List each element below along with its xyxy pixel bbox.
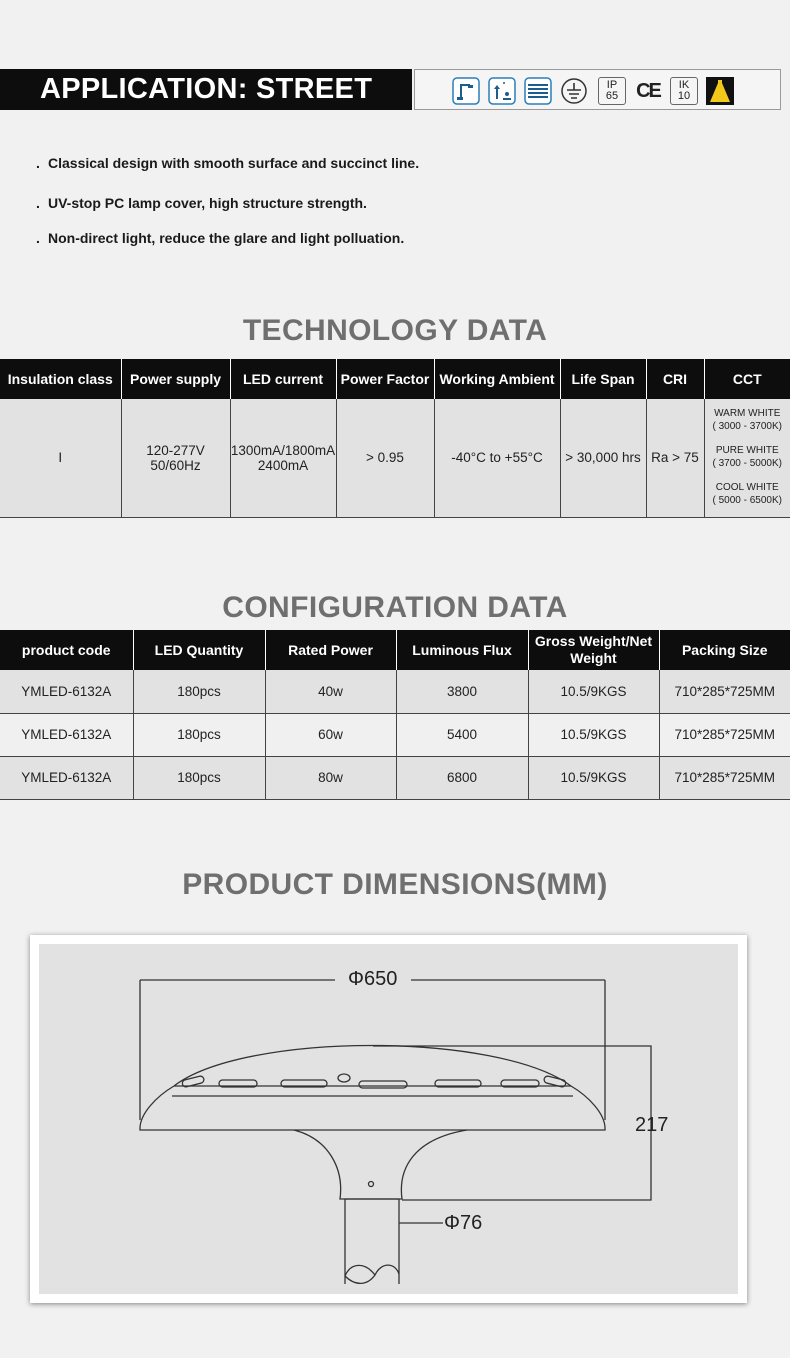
power-supply-voltage: 120-277V xyxy=(146,442,205,458)
ce-mark-icon: CE xyxy=(636,79,660,102)
header-packing-size: Packing Size xyxy=(659,630,790,670)
life-span-value: > 30,000 hrs xyxy=(560,399,646,517)
product-code-cell: YMLED-6132A xyxy=(0,756,133,799)
table-row xyxy=(0,670,790,713)
led-current-line-1: 1300mA/1800mA xyxy=(230,442,336,458)
header-luminous-flux: Luminous Flux xyxy=(396,630,528,670)
application-banner xyxy=(0,69,412,110)
garden-lamp-icon xyxy=(488,77,516,105)
led-quantity-cell: 180pcs xyxy=(133,670,265,713)
header-led-quantity: LED Quantity xyxy=(133,630,265,670)
dimension-drawing-frame xyxy=(30,935,747,1303)
diameter-label: Φ650 xyxy=(348,968,398,990)
technology-table xyxy=(0,359,790,518)
table-row xyxy=(0,713,790,756)
ip65-bottom-text: 65 xyxy=(605,90,619,102)
working-ambient-value: -40°C to +55°C xyxy=(434,399,560,517)
pole-diameter-label: Φ76 xyxy=(444,1212,483,1234)
led-quantity-cell: 180pcs xyxy=(133,756,265,799)
header-weight: Gross Weight/Net Weight xyxy=(528,630,659,670)
bullet-mark: . xyxy=(36,230,40,246)
packing-size-cell: 710*285*725MM xyxy=(659,756,790,799)
height-label: 217 xyxy=(635,1114,669,1136)
cri-value: Ra > 75 xyxy=(646,399,704,517)
header-working-ambient: Working Ambient xyxy=(434,359,560,399)
product-code-cell: YMLED-6132A xyxy=(0,713,133,756)
application-title: APPLICATION: STREET xyxy=(40,73,373,105)
header-power-supply: Power supply xyxy=(121,359,230,399)
rated-power-cell: 40w xyxy=(265,670,396,713)
table-header-row xyxy=(0,359,790,399)
ik10-top-text: IK xyxy=(678,79,690,91)
led-quantity-cell: 180pcs xyxy=(133,713,265,756)
ground-earth-icon xyxy=(560,77,588,105)
dimensions-section-title: PRODUCT DIMENSIONS(MM) xyxy=(182,868,608,901)
feature-text: Classical design with smooth surface and succinct line. xyxy=(48,155,420,171)
feature-text: Non-direct light, reduce the glare and light polluation. xyxy=(48,230,405,246)
led-current-value xyxy=(230,399,336,517)
cct-warm-name: WARM WHITE xyxy=(714,408,781,420)
header-led-current: LED current xyxy=(230,359,336,399)
ip65-icon xyxy=(598,77,626,105)
configuration-table xyxy=(0,630,790,800)
certification-icon-strip xyxy=(414,69,781,110)
cct-value xyxy=(704,399,790,517)
cct-pure-name: PURE WHITE xyxy=(715,445,779,457)
ik10-icon xyxy=(670,77,698,105)
weight-cell: 10.5/9KGS xyxy=(528,756,659,799)
power-factor-value: > 0.95 xyxy=(336,399,434,517)
insulation-class-value: I xyxy=(0,399,121,517)
luminous-flux-cell: 3800 xyxy=(396,670,528,713)
technology-section-title: TECHNOLOGY DATA xyxy=(242,314,548,347)
power-supply-frequency: 50/60Hz xyxy=(150,457,201,473)
street-pole-icon xyxy=(452,77,480,105)
solar-panel-icon xyxy=(524,77,552,105)
packing-size-cell: 710*285*725MM xyxy=(659,670,790,713)
header-product-code: product code xyxy=(0,630,133,670)
weight-cell: 10.5/9KGS xyxy=(528,713,659,756)
ip65-top-text: IP xyxy=(606,79,618,91)
header-cct: CCT xyxy=(704,359,790,399)
power-supply-value xyxy=(121,399,230,517)
header-power-factor: Power Factor xyxy=(336,359,434,399)
configuration-section-title: CONFIGURATION DATA xyxy=(222,591,568,624)
bullet-mark: . xyxy=(36,195,40,211)
feature-bullet xyxy=(36,155,419,171)
cct-warm-range: ( 3000 - 3700K) xyxy=(712,420,782,432)
bullet-mark: . xyxy=(36,155,40,171)
feature-bullet xyxy=(36,230,404,246)
cct-pure-range: ( 3700 - 5000K) xyxy=(712,457,782,469)
led-current-line-2: 2400mA xyxy=(257,457,309,473)
header-insulation-class: Insulation class xyxy=(0,359,121,399)
luminous-flux-cell: 5400 xyxy=(396,713,528,756)
dimension-drawing xyxy=(39,944,738,1294)
cct-cool-range: ( 5000 - 6500K) xyxy=(712,494,782,506)
feature-text: UV-stop PC lamp cover, high structure strength. xyxy=(48,195,367,211)
rated-power-cell: 80w xyxy=(265,756,396,799)
table-row xyxy=(0,399,790,517)
table-header-row xyxy=(0,630,790,670)
cone-light-icon xyxy=(706,77,734,105)
product-code-cell: YMLED-6132A xyxy=(0,670,133,713)
header-cri: CRI xyxy=(646,359,704,399)
luminous-flux-cell: 6800 xyxy=(396,756,528,799)
weight-cell: 10.5/9KGS xyxy=(528,670,659,713)
ik10-bottom-text: 10 xyxy=(677,90,691,102)
cct-cool-name: COOL WHITE xyxy=(715,482,779,494)
rated-power-cell: 60w xyxy=(265,713,396,756)
lamp-outline-drawing xyxy=(39,944,738,1294)
header-life-span: Life Span xyxy=(560,359,646,399)
table-row xyxy=(0,756,790,799)
packing-size-cell: 710*285*725MM xyxy=(659,713,790,756)
feature-bullet xyxy=(36,195,367,211)
header-rated-power: Rated Power xyxy=(265,630,396,670)
